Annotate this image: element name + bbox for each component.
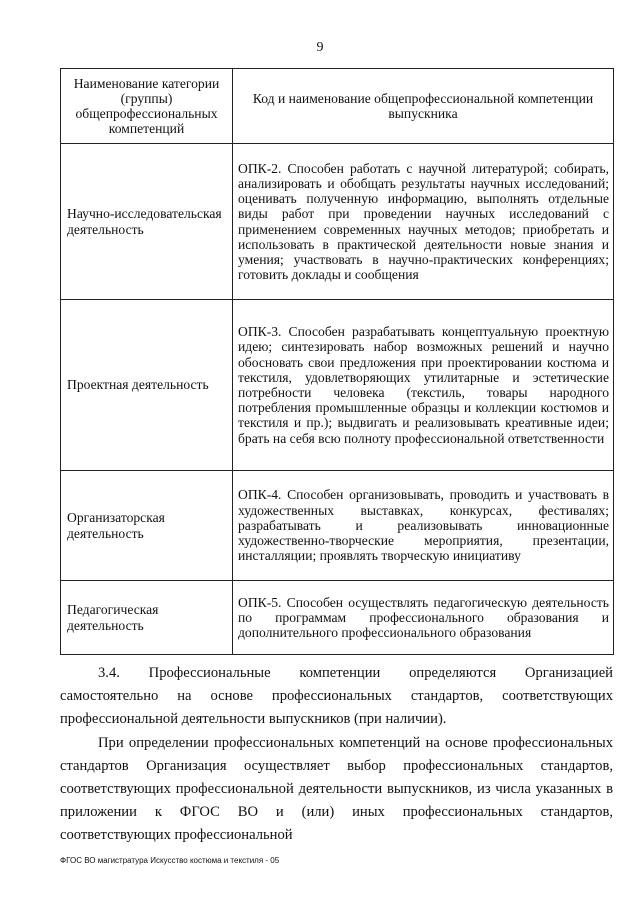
table-row (61, 581, 614, 655)
paragraph-3-4: 3.4. Профессиональные компетенции определяются Организацией самостоятельно на основе профессиональных стандартов, соответствующих профессиональной деятельности выпускников (при наличии). (60, 665, 613, 727)
table-header-row (61, 69, 614, 144)
category-cell: Организаторская деятельность (61, 471, 233, 581)
category-cell: Педагогическая деятельность (61, 581, 233, 655)
competence-cell: ОПК-4. Способен организовывать, проводить и участвовать в художественных выставках, конкурсах, фестивалях; разрабатывать и реализовывать инновационные художественно-творческие мероприятия, презентации, инсталляции; проявлять творческую инициативу (233, 471, 614, 581)
page-number: 9 (316, 40, 324, 55)
table-row (61, 300, 614, 471)
category-cell: Научно-исследовательская деятельность (61, 144, 233, 300)
competence-table (60, 68, 614, 655)
competence-cell: ОПК-5. Способен осуществлять педагогическую деятельность по программам профессионального образования и дополнительного профессионального образования (233, 581, 614, 655)
category-cell: Проектная деятельность (61, 300, 233, 471)
header-category: Наименование категории (группы) общепрофессиональных компетенций (61, 69, 233, 144)
page-footer: ФГОС ВО магистратура Искусство костюма и текстиля - 05 (60, 856, 280, 865)
paragraph-professional-standards: При определении профессиональных компетенций на основе профессиональных стандартов Организация осуществляет выбор профессиональных стандартов, соответствующих профессиональной деятельности выпускников, из числа указанных в приложении к ФГОС ВО и (или) иных профессиональных стандартов, соответствующих профессиональной (60, 735, 613, 843)
table-row (61, 144, 614, 300)
competence-cell: ОПК-2. Способен работать с научной литературой; собирать, анализировать и обобщать результаты научных исследований; оценивать полученную информацию, выполнять отдельные виды работ при проведении научных исследований с применением современных научных методов; приобретать и использовать в практической деятельности новые знания и умения; участвовать в научно-практических конференциях; готовить доклады и сообщения (233, 144, 614, 300)
header-competence: Код и наименование общепрофессиональной компетенции выпускника (233, 69, 614, 144)
competence-cell: ОПК-3. Способен разрабатывать концептуальную проектную идею; синтезировать набор возможных решений и научно обосновать свои предложения при проектировании костюма и текстиля, удовлетворяющих утилитарные и эстетические потребности человека (текстиль, товары народного потребления промышленные образцы и коллекции костюмов и текстиля и пр.); выдвигать и реализовывать креативные идеи; брать на себя всю полноту профессиональной ответственности (233, 300, 614, 471)
table-row (61, 471, 614, 581)
